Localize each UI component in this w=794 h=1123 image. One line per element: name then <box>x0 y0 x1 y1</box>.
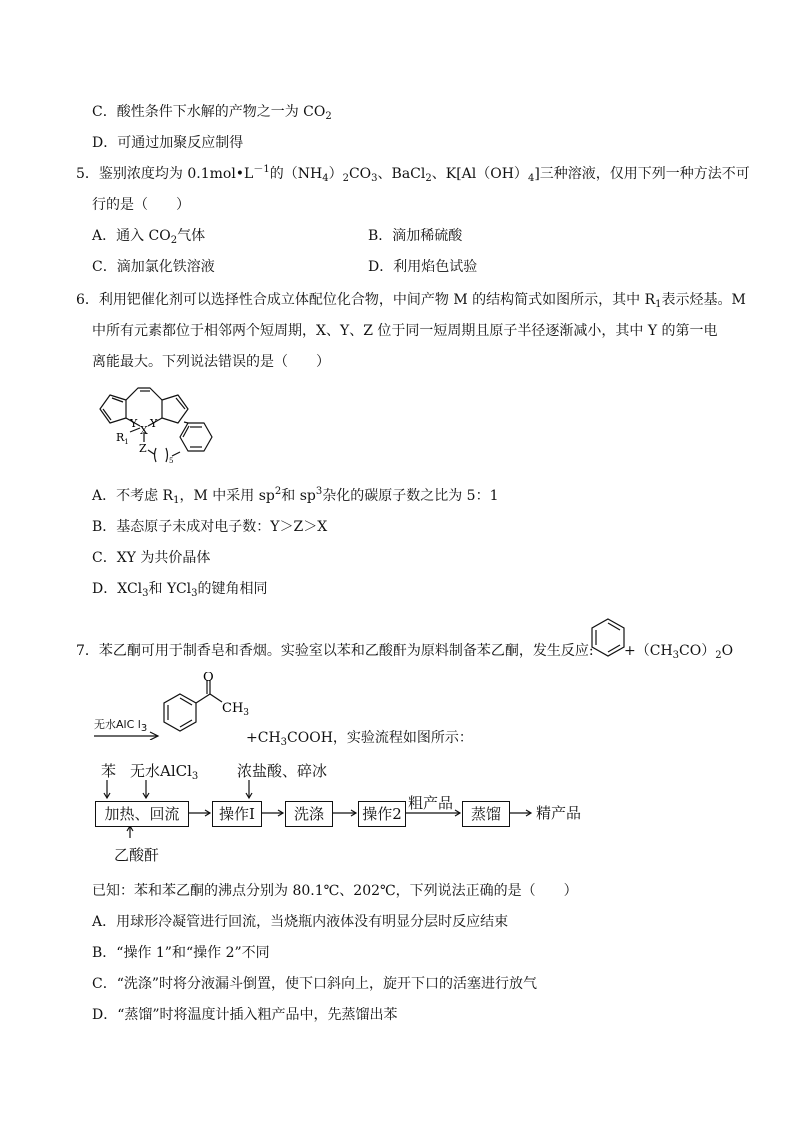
q5-option-b: B．滴加稀硫酸 <box>368 228 463 244</box>
q6-stem-line1: 6．利用钯催化剂可以选择性合成立体配位化合物，中间产物 M 的结构简式如图所示，其中 $R_1$表示烃基。M <box>76 292 746 310</box>
flow-box-wash: 洗涤 <box>285 801 333 827</box>
q6-stem-line3: 离能最大。下列说法错误的是（ ） <box>92 354 330 370</box>
q7-option-a: A．用球形冷凝管进行回流，当烧瓶内液体没有明显分层时反应结束 <box>92 914 509 930</box>
reaction-catalyst: 无水AlC $l_3$ <box>94 718 148 734</box>
left-pyrrole-ring <box>100 395 126 423</box>
flow-input-anhydride: 乙酸酐 <box>114 846 160 864</box>
q5-option-c: C．滴加氯化铁溶液 <box>92 259 215 275</box>
q7-stem-line2: $+CH_3COOH$，实验流程如图所示： <box>246 730 473 748</box>
right-pyrrole-ring <box>162 395 188 423</box>
q5-stem-line2: 行的是（ ） <box>92 197 190 213</box>
flow-box-heat-reflux: 加热、回流 <box>95 801 189 827</box>
flow-box-operation-2: 操作2 <box>358 801 406 827</box>
flow-input-alcl3: 无水AlCl$_3$ <box>130 762 199 782</box>
q6-structure-diagram <box>88 378 223 470</box>
q6-option-c: C．XY 为共价晶体 <box>92 550 211 566</box>
atom-x: X <box>140 424 148 437</box>
q7-reagent: $+(CH_3CO)_2O$ <box>624 643 734 661</box>
methine-bridge <box>126 388 162 400</box>
q4-option-c: C．酸性条件下水解的产物之一为 $CO_2$ <box>92 104 332 122</box>
q4-option-d: D．可通过加聚反应制得 <box>92 135 244 151</box>
r1-group: $R_1$ <box>116 431 129 446</box>
product-benzene-ring <box>164 694 196 731</box>
reaction-arrow <box>92 728 162 740</box>
q7-option-c: C．“洗涤”时将分液漏斗倒置，使下口斜向上，旋开下口的活塞进行放气 <box>92 976 538 992</box>
flow-input-hcl-ice: 浓盐酸、碎冰 <box>237 762 328 780</box>
q7-option-d: D．“蒸馏”时将温度计插入粗产品中，先蒸馏出苯 <box>92 1007 398 1023</box>
acetophenone-structure <box>158 672 258 740</box>
q7-option-b: B．“操作 1”和“操作 2”不同 <box>92 945 270 961</box>
q6-option-d: D．XCl$_3$和 YCl$_3$的键角相同 <box>92 581 268 599</box>
product-oxygen: O <box>203 672 214 685</box>
q6-option-b: B．基态原子未成对电子数：Y＞Z＞X <box>92 519 328 535</box>
product-methyl: $CH_3$ <box>222 701 250 718</box>
q6-option-a: A．不考虑 $R_1$，M 中采用 $sp^2$和 $sp^3$杂化的碳原子数之比为 5：1 <box>92 486 499 506</box>
q5-option-a: A．通入 $CO_2$气体 <box>92 228 206 246</box>
q5-option-d: D．利用焰色试验 <box>368 259 478 275</box>
atom-z: Z <box>139 442 147 455</box>
flow-crude-product: 粗产品 <box>408 794 454 812</box>
atom-y-left: Y <box>130 417 138 430</box>
q6-stem-line2: 中所有元素都位于相邻两个短周期，X、Y、Z 位于同一短周期且原子半径逐渐减小，其中 Y 的第一电 <box>92 323 718 339</box>
q7-stem-line1: 7．苯乙酮可用于制香皂和香烟。实验室以苯和乙酸酐为原料制备苯乙酮，发生反应: <box>76 643 594 659</box>
flow-box-distill: 蒸馏 <box>462 801 510 827</box>
flow-box-operation-1: 操作Ⅰ <box>212 801 262 827</box>
q7-known: 已知：苯和苯乙酮的沸点分别为 80.1℃、202℃，下列说法正确的是（ ） <box>92 883 578 899</box>
benzene-reactant-icon <box>588 616 628 660</box>
flow-final-product: 精产品 <box>536 804 582 822</box>
flow-input-benzene: 苯 <box>101 762 117 780</box>
q5-stem: 5．鉴别浓度均为 $0.1mol•L^{-1}$的$(NH_4)_2CO_3$、BaCl$_2$、$K[Al(OH)_4]$三种溶液，仅用下列一种方法不可 <box>76 164 750 184</box>
chain-subscript: 5 <box>169 457 174 465</box>
atom-y-right: Y <box>150 417 158 430</box>
